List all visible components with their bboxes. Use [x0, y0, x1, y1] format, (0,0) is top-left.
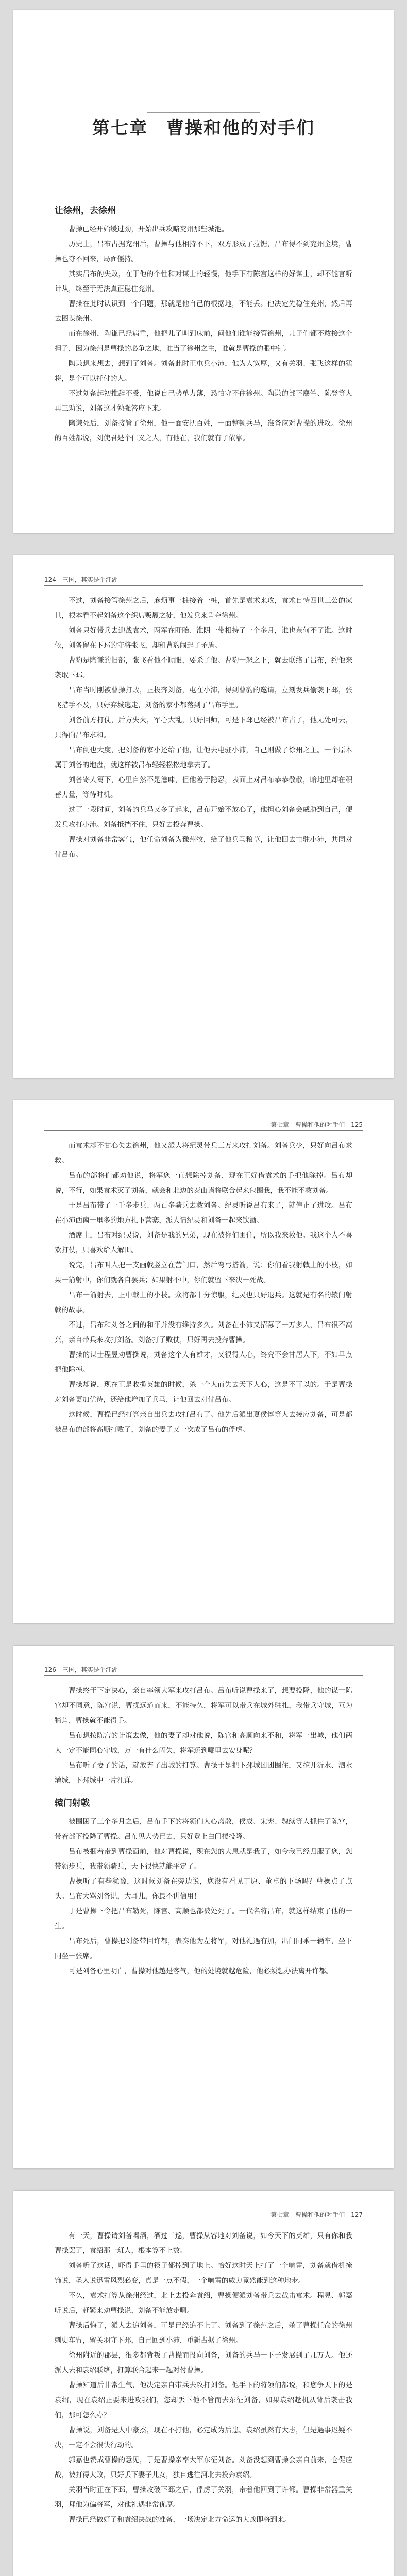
paragraph: 历史上，吕布占据兖州后，曹操与他相持不下，双方形成了拉锯，吕布得不到兖州全境，曹操也夺不回来，局面僵持。	[55, 240, 352, 263]
running-header	[44, 2210, 363, 2221]
paragraph: 曹操的谋士程昱劝曹操说，刘备这个人有雄才，又很得人心，终究不会甘居人下，不如早点把他除掉。	[55, 1351, 352, 1374]
paragraph: 吕布被捆着带到曹操面前，他对曹操说，现在您的大患就是我了，如今我已经归服了您，您带领步兵，我带领骑兵，天下很快就能平定了。	[55, 1848, 352, 1871]
paragraph: 于是曹操下令把吕布勒死，陈宫、高顺也都被处死了。一代名将吕布，就这样结束了他的一生。	[55, 1907, 352, 1930]
paragraph: 吕布的部将们都劝他说，将军您一直想除掉刘备，现在正好借袁术的手把他除掉。吕布却说，不行，如果袁术灭了刘备，就会和北边的泰山诸将联合起来包围我，我不能不救刘备。	[55, 1172, 352, 1195]
paragraph: 吕布一箭射去，正中戟上的小枝。众将都十分惊服，纪灵也只好退兵。这就是有名的辕门射戟的故事。	[55, 1291, 352, 1314]
paragraph: 吕布倒也大度，把刘备的家小还给了他，让他去屯驻小沛，自己则做了徐州之主。一个原本属于刘备的地盘，就这样被吕布轻轻松松地拿去了。	[55, 746, 352, 769]
paragraph: 刘备只好带兵去迎战袁术，两军在盱眙、淮阴一带相持了一个多月，谁也奈何不了谁。这时候，刘备留在下邳的守将张飞，却和曹豹闹起了矛盾。	[55, 626, 352, 650]
paragraph: 说完，吕布叫人把一支画戟竖立在营门口，然后弯弓搭箭，说：你们看我射戟上的小枝，如果一箭射中，你们就各自罢兵；如果射不中，你们就留下来决一死战。	[55, 1261, 352, 1284]
paragraph: 曹操在此时认识到一个问题，那就是他自己的根据地，不能丢。他决定先稳住兖州，然后再去图谋徐州。	[55, 300, 352, 323]
paragraph: 于是吕布带了一千多步兵、两百多骑兵去救刘备。纪灵听说吕布来了，就停止了进攻。吕布在小沛西南一里多的地方扎下营寨，派人请纪灵和刘备一起来饮酒。	[55, 1201, 352, 1225]
paragraph: 刘备听了这话，吓得手里的筷子都掉到了地上。恰好这时天上打了一个响雷，刘备就借机掩饰说，圣人说迅雷风烈必变，真是一点不假，一个响雷的威力竟然能到这种地步。	[55, 2262, 352, 2285]
chapter-rule-top	[147, 112, 260, 113]
section-title: 辕门射戟	[55, 1798, 90, 1808]
paragraph: 其实吕布的失败，在于他的个性和对谋士的轻慢，他手下有陈宫这样的好谋士，却不能言听计从，终至于无法真正稳住兖州。	[55, 270, 352, 293]
paragraph: 关羽当时正在下邳，曹操攻破下邳之后，俘虏了关羽，带着他回到了许都。曹操非常器重关羽，拜他为偏将军，对他礼遇非常优厚。	[55, 2486, 352, 2509]
paragraph: 酒席上，吕布对纪灵说，刘备是我的兄弟，现在被你们困住，所以我来救他。我这个人不喜欢打仗，只喜欢给人解围。	[55, 1231, 352, 1255]
paragraph: 吕布想按陈宫的计策去做，他的妻子却对他说，陈宫和高顺向来不和，将军一出城，他们两人一定不能同心守城，万一有什么闪失，将军还到哪里去安身呢？	[55, 1732, 352, 1755]
page-1	[13, 10, 394, 533]
chapter-banner	[13, 103, 394, 149]
page-body	[55, 1684, 352, 1979]
paragraph: 而袁术却不甘心失去徐州，他又派大将纪灵带兵三万来攻打刘备。刘备兵少，只好向吕布求救。	[55, 1142, 352, 1165]
paragraph: 而在徐州，陶谦已经病重，他把儿子叫到床前，问他们谁能接管徐州，儿子们都不敢接这个担子，因为徐州是曹操的必争之地，谁当了徐州之主，谁就是曹操的眼中钉。	[55, 330, 352, 353]
paragraph: 不过，吕布和刘备之间的和平并没有维持多久。刘备在小沛又招募了一万多人，吕布很不高兴，亲自带兵来攻打刘备。刘备打了败仗，只好再去投奔曹操。	[55, 1321, 352, 1344]
paragraph: 曹操知道后非常生气，他决定亲自带兵去攻打刘备。他手下的将领们都说，和您争天下的是袁绍，现在袁绍正要来进攻我们，您却丢下他不管而去东征刘备，如果袁绍趁机从背后袭击我们，那可怎么办？	[55, 2381, 352, 2419]
paragraph: 可是刘备心里明白，曹操对他越是客气，他的处境就越危险，他必须想办法离开许都。	[69, 1967, 333, 1975]
paragraph: 曹操说，刘备是人中豪杰，现在不打他，必定成为后患。袁绍虽然有大志，但是遇事迟疑不决，一定不会很快行动的。	[55, 2426, 352, 2449]
paragraph: 陶谦死后，刘备接管了徐州，他一面安抚百姓，一面整顿兵马，准备应对曹操的进攻。徐州的百姓都说，刘使君是个仁义之人，有他在，我们就有了依靠。	[55, 419, 352, 443]
section-title: 让徐州，去徐州	[55, 206, 116, 216]
paragraph: 曹豹是陶谦的旧部，张飞看他不顺眼，要杀了他。曹豹一怒之下，就去联络了吕布，约他来袭取下邳。	[55, 656, 352, 680]
paragraph: 徐州附近的郡县，很多都背叛了曹操而投向刘备，刘备的兵马一下子发展到了几万人。他还派人去和袁绍联络，打算联合起来一起对付曹操。	[55, 2351, 352, 2375]
running-header-text: 第七章 曹操和他的对手们 127	[270, 2211, 363, 2218]
running-header-text: 第七章 曹操和他的对手们 125	[270, 1121, 363, 1128]
page-body	[55, 196, 352, 446]
running-header-text: 124 三国，其实是个江湖	[44, 576, 118, 583]
paragraph: 被围困了三个多月之后，吕布手下的将领们人心离散，侯成、宋宪、魏续等人抓住了陈宫，带着部下投降了曹操。吕布见大势已去，只好登上白门楼投降。	[55, 1818, 352, 1841]
paragraph: 有一天，曹操请刘备喝酒，酒过三巡，曹操从容地对刘备说，如今天下的英雄，只有你和我曹操罢了，袁绍那一班人，根本算不上数。	[55, 2232, 352, 2255]
paragraph: 曹操已经开始缓过劲，开始出兵攻略兖州那些城池。	[69, 225, 229, 233]
paragraph: 曹操却说，现在正是收揽英雄的时候，杀一个人而失去天下人心，这是不可以的。于是曹操对刘备更加优待，还给他增加了兵马，让他回去对付吕布。	[55, 1381, 352, 1404]
paragraph: 过了一段时间，刘备的兵马又多了起来，吕布开始不放心了，他担心刘备会威胁到自己，便发兵攻打小沛。刘备抵挡不住，只好去投奔曹操。	[55, 806, 352, 829]
page-3	[13, 1100, 394, 1623]
paragraph: 陶谦想来想去，想到了刘备。刘备此时正屯兵小沛，他为人宽厚，又有关羽、张飞这样的猛将，是个可以托付的人。	[55, 360, 352, 383]
page-4	[13, 1646, 394, 2168]
paragraph: 吕布死后，曹操把刘备带回许都，表奏他为左将军，对他礼遇有加，出门同乘一辆车，坐下同坐一张席。	[55, 1937, 352, 1960]
paragraph: 刘备前方打仗，后方失火，军心大乱，只好回师，可是下邳已经被吕布占了，他无处可去，只得向吕布求和。	[55, 716, 352, 739]
page-2	[13, 555, 394, 1078]
paragraph: 不过刘备起初推辞不受，他说自己势单力薄，恐怕守不住徐州。陶谦的部下麋竺、陈登等人再三劝说，刘备这才勉强答应下来。	[55, 389, 352, 413]
paragraph: 不过，刘备接管徐州之后，麻烦事一桩接着一桩，首先是袁术来攻，袁术自恃四世三公的家世，根本看不起刘备这个织席贩履之徒，他发兵来争夺徐州。	[55, 597, 352, 620]
paragraph: 郭嘉也赞成曹操的意见，于是曹操亲率大军东征刘备。刘备没想到曹操会亲自前来，仓促应战，被打得大败，只好丢下妻子儿女，独自逃往河北去投奔袁绍。	[55, 2456, 352, 2479]
running-header	[44, 1665, 363, 1676]
paragraph: 曹操后悔了，派人去追刘备，可是已经追不上了。刘备到了徐州之后，杀了曹操任命的徐州刺史车胄，留关羽守下邳，自己回到小沛，重新占据了徐州。	[55, 2321, 352, 2345]
paragraph: 曹操终于下定决心，亲自率领大军来攻打吕布。吕布听说曹操来了，想要投降，他的谋士陈宫却不同意，陈宫说，曹操远道而来，不能持久，将军可以带兵在城外驻扎，我带兵守城，互为犄角，曹操就不能得手。	[55, 1687, 352, 1725]
chapter-title: 第七章 曹操和他的对手们	[92, 117, 315, 139]
page-body	[55, 1139, 352, 1437]
paragraph: 吕布听了妻子的话，就放弃了出城的打算。曹操于是把下邳城团团围住，又挖开沂水、泗水灌城，下邳城中一片汪洋。	[55, 1761, 352, 1785]
page-body	[55, 2229, 352, 2528]
paragraph: 不久，袁术打算从徐州经过，北上去投奔袁绍，曹操便派刘备带兵去截击袁术。程昱、郭嘉听说后，赶紧来劝曹操说，刘备不能放走啊。	[55, 2292, 352, 2315]
running-header-text: 126 三国，其实是个江湖	[44, 1666, 118, 1673]
page-body	[55, 594, 352, 862]
paragraph: 曹操听了有些犹豫，这时候刘备在旁边说，您没有看见丁原、董卓的下场吗？曹操点了点头。吕布大骂刘备说，大耳儿，你最不讲信用！	[55, 1877, 352, 1901]
running-header	[44, 1120, 363, 1131]
paragraph: 吕布当时刚被曹操打败，正投奔刘备，屯在小沛，得到曹豹的邀请，立刻发兵偷袭下邳，张飞措手不及，只好弃城逃走，刘备的家小都落到了吕布手里。	[55, 686, 352, 709]
paragraph: 刘备寄人篱下，心里自然不是滋味，但他善于隐忍，表面上对吕布恭恭敬敬，暗地里却在积蓄力量，等待时机。	[55, 776, 352, 799]
page-5	[13, 2191, 394, 2576]
paragraph: 这时候，曹操已经打算亲自出兵去攻打吕布了。他先后派出夏侯惇等人去接应刘备，可是都被吕布的部将高顺打败了，刘备的妻子又一次成了吕布的俘虏。	[55, 1411, 352, 1434]
paragraph: 曹操对刘备非常客气，他任命刘备为豫州牧，给了他兵马粮草，让他回去屯驻小沛，共同对付吕布。	[55, 836, 352, 859]
paragraph: 曹操已经做好了和袁绍决战的准备，一场决定北方命运的大战即将到来。	[69, 2516, 291, 2524]
running-header	[44, 575, 363, 586]
